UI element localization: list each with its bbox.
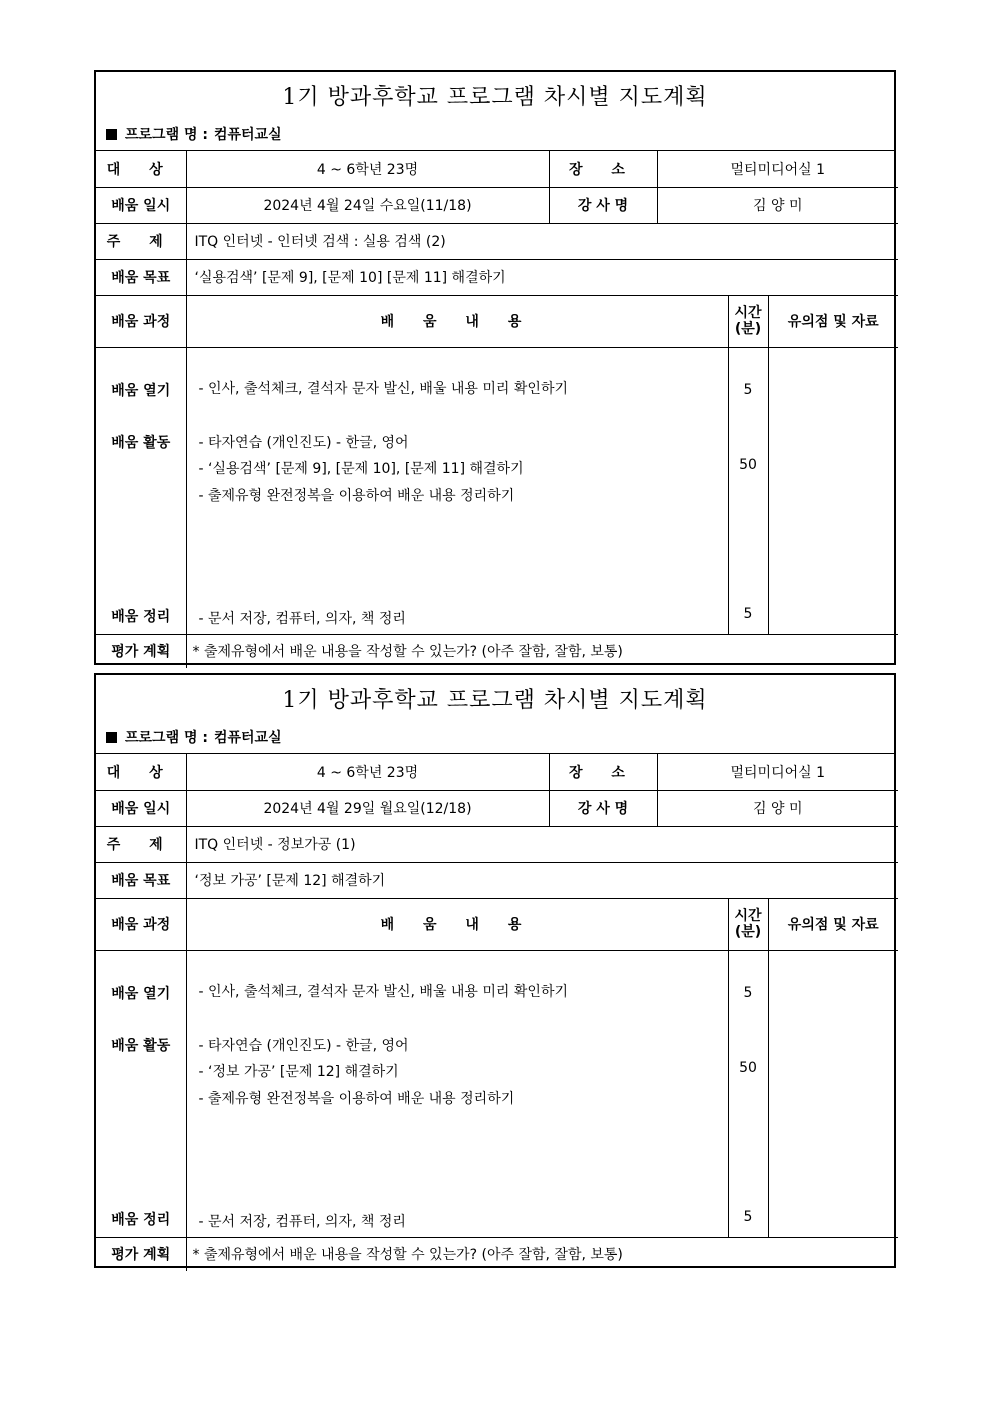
goal-row — [96, 259, 898, 295]
activity-content-2: - ‘정보 가공’ [문제 12] 해결하기 — [198, 1063, 399, 1080]
process-contents — [186, 950, 728, 1237]
date-label: 배움 일시 — [96, 790, 186, 826]
notes-header: 유의점 및 자료 — [768, 898, 898, 950]
topic-value: ITQ 인터넷 - 인터넷 검색 : 실용 검색 (2) — [186, 223, 898, 259]
plan-title: 1기 방과후학교 프로그램 차시별 지도계획 — [282, 687, 708, 713]
program-label: 프로그램 명 : — [125, 730, 208, 746]
activity-time: 50 — [739, 1059, 757, 1076]
process-notes — [768, 950, 898, 1237]
stage-activity: 배움 활동 — [111, 1037, 171, 1054]
activity-content-3: - 출제유형 완전정복을 이용하여 배운 내용 정리하기 — [198, 487, 515, 504]
date-value: 2024년 4월 24일 수요일(11/18) — [186, 187, 549, 223]
header-row — [96, 898, 898, 950]
place-value: 멀티미디어실 1 — [657, 151, 898, 187]
target-value: 4 ~ 6학년 23명 — [186, 151, 549, 187]
topic-value: ITQ 인터넷 - 정보가공 (1) — [186, 826, 898, 862]
place-label: 장 소 — [549, 151, 657, 187]
activity-content-1: - 타자연습 (개인진도) - 한글, 영어 — [198, 434, 409, 451]
eval-value: * 출제유형에서 배운 내용을 작성할 수 있는가? (아주 잘함, 잘함, 보통) — [186, 634, 898, 668]
open-time: 5 — [743, 984, 753, 1001]
process-contents — [186, 347, 728, 634]
teacher-label: 강 사 명 — [549, 187, 657, 223]
program-name-row — [96, 118, 894, 151]
plan-title: 1기 방과후학교 프로그램 차시별 지도계획 — [282, 84, 708, 110]
header-row — [96, 295, 898, 347]
process-notes — [768, 347, 898, 634]
close-content: - 문서 저장, 컴퓨터, 의자, 책 정리 — [198, 1213, 406, 1230]
place-label: 장 소 — [549, 754, 657, 790]
process-row — [96, 347, 898, 634]
date-label: 배움 일시 — [96, 187, 186, 223]
activity-content-1: - 타자연습 (개인진도) - 한글, 영어 — [198, 1037, 409, 1054]
process-row — [96, 950, 898, 1237]
activity-content-2: - ‘실용검색’ [문제 9], [문제 10], [문제 11] 해결하기 — [198, 460, 524, 477]
open-content: - 인사, 출석체크, 결석자 문자 발신, 배울 내용 미리 확인하기 — [198, 380, 569, 397]
eval-label: 평가 계획 — [96, 1237, 186, 1271]
content-header: 배 움 내 용 — [186, 898, 728, 950]
goal-label: 배움 목표 — [96, 259, 186, 295]
goal-value: ‘정보 가공’ [문제 12] 해결하기 — [186, 862, 898, 898]
activity-time: 50 — [739, 456, 757, 473]
time-header-line2: (분) — [734, 321, 762, 337]
teacher-label: 강 사 명 — [549, 790, 657, 826]
program-name: 컴퓨터교실 — [213, 730, 282, 746]
notes-header: 유의점 및 자료 — [768, 295, 898, 347]
square-bullet-icon — [106, 129, 117, 140]
program-name: 컴퓨터교실 — [213, 127, 282, 143]
process-header: 배움 과정 — [96, 295, 186, 347]
square-bullet-icon — [106, 732, 117, 743]
process-stages — [96, 950, 186, 1237]
plan-table — [96, 151, 898, 668]
lesson-plan-2 — [94, 673, 896, 1268]
eval-value: * 출제유형에서 배운 내용을 작성할 수 있는가? (아주 잘함, 잘함, 보통) — [186, 1237, 898, 1271]
activity-content-3: - 출제유형 완전정복을 이용하여 배운 내용 정리하기 — [198, 1090, 515, 1107]
stage-close: 배움 정리 — [111, 608, 171, 625]
target-label: 대 상 — [96, 754, 186, 790]
close-time: 5 — [743, 1208, 753, 1225]
stage-open: 배움 열기 — [111, 985, 171, 1002]
open-time: 5 — [743, 381, 753, 398]
close-time: 5 — [743, 605, 753, 622]
program-label: 프로그램 명 : — [125, 127, 208, 143]
time-header-line1: 시간 — [734, 908, 762, 924]
eval-row — [96, 1237, 898, 1271]
time-header — [728, 898, 768, 950]
lesson-plan-1 — [94, 70, 896, 665]
stage-open: 배움 열기 — [111, 382, 171, 399]
content-header: 배 움 내 용 — [186, 295, 728, 347]
process-header: 배움 과정 — [96, 898, 186, 950]
target-label: 대 상 — [96, 151, 186, 187]
plan-table — [96, 754, 898, 1271]
time-header-line1: 시간 — [734, 305, 762, 321]
date-value: 2024년 4월 29일 월요일(12/18) — [186, 790, 549, 826]
teacher-value: 김 양 미 — [657, 790, 898, 826]
target-value: 4 ~ 6학년 23명 — [186, 754, 549, 790]
process-stages — [96, 347, 186, 634]
close-content: - 문서 저장, 컴퓨터, 의자, 책 정리 — [198, 610, 406, 627]
topic-label: 주 제 — [96, 826, 186, 862]
process-times — [728, 950, 768, 1237]
topic-row — [96, 223, 898, 259]
target-row — [96, 151, 898, 187]
open-content: - 인사, 출석체크, 결석자 문자 발신, 배울 내용 미리 확인하기 — [198, 983, 569, 1000]
eval-label: 평가 계획 — [96, 634, 186, 668]
target-row — [96, 754, 898, 790]
stage-activity: 배움 활동 — [111, 434, 171, 451]
time-header-line2: (분) — [734, 924, 762, 940]
stage-close: 배움 정리 — [111, 1211, 171, 1228]
date-row — [96, 187, 898, 223]
place-value: 멀티미디어실 1 — [657, 754, 898, 790]
goal-row — [96, 862, 898, 898]
goal-label: 배움 목표 — [96, 862, 186, 898]
teacher-value: 김 양 미 — [657, 187, 898, 223]
program-name-row — [96, 721, 894, 754]
topic-row — [96, 826, 898, 862]
time-header — [728, 295, 768, 347]
process-times — [728, 347, 768, 634]
topic-label: 주 제 — [96, 223, 186, 259]
goal-value: ‘실용검색’ [문제 9], [문제 10] [문제 11] 해결하기 — [186, 259, 898, 295]
eval-row — [96, 634, 898, 668]
date-row — [96, 790, 898, 826]
